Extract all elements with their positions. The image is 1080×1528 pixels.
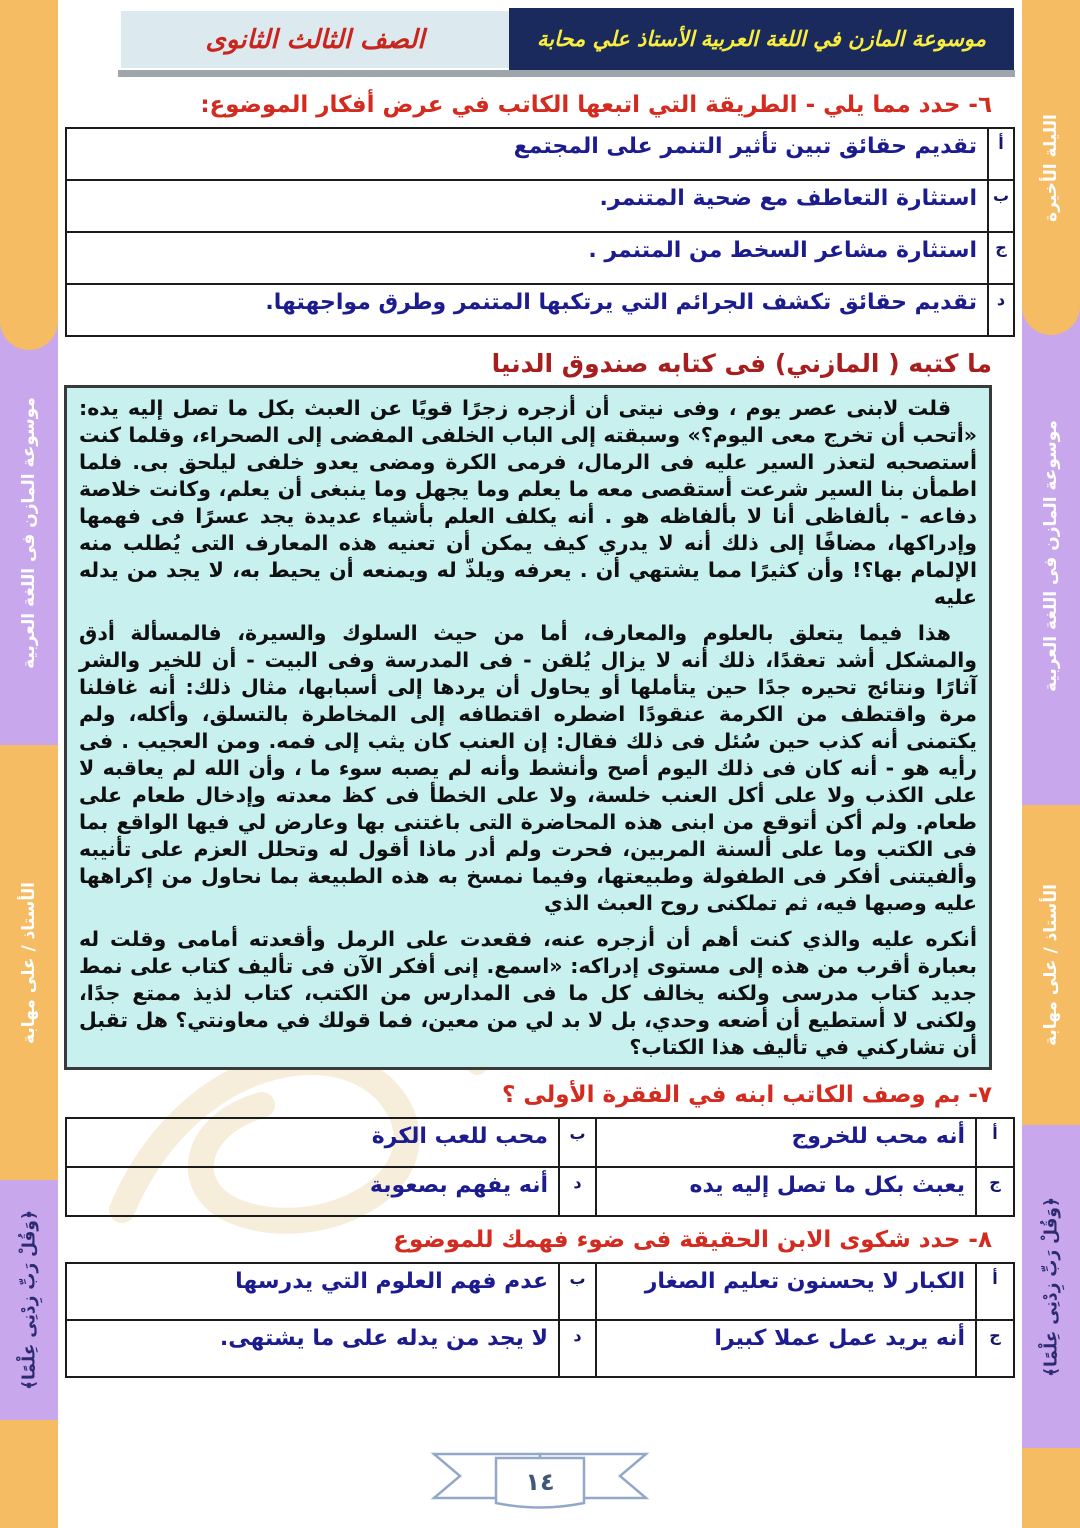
q7-option-d-letter: د <box>559 1167 596 1216</box>
header-brand-title: موسوعة المازن في اللغة العربية <box>700 27 986 51</box>
sidebar-left-teacher-section <box>0 745 58 1180</box>
q7-option-row-1 <box>66 1118 1014 1167</box>
q7-option-d-text[interactable]: أنه يفهم بصعوبة <box>66 1167 559 1216</box>
sidebar-left-top-orange <box>0 0 58 350</box>
header <box>58 8 1022 70</box>
q6-option-c-letter: ج <box>988 232 1014 284</box>
q6-option-row-b <box>66 180 1014 232</box>
q6-option-d-text[interactable]: تقديم حقائق تكشف الجرائم التي يرتكبها المتنمر وطرق مواجهتها. <box>66 284 988 336</box>
passage-title: ما كتبه ( المازني) فى كتابه صندوق الدنيا <box>491 349 992 378</box>
header-brand-box <box>509 8 1014 70</box>
q8-option-b-letter: ب <box>559 1263 596 1320</box>
q6-option-b-text[interactable]: استثارة التعاطف مع ضحية المتنمر. <box>66 180 988 232</box>
sidebar-left-teacher-label: الأستاذ / على مهابة <box>19 881 39 1044</box>
sidebar-right-brand-section <box>1022 306 1080 805</box>
sidebar-right-teacher-label: الأستاذ / على مهابة <box>1041 884 1061 1046</box>
sidebar-left-brand-label: موسوعة المازن فى اللغة العربية <box>19 397 39 669</box>
question-7-heading: ٧- بم وصف الكاتب ابنه في الفقرة الأولى ؟ <box>501 1082 992 1108</box>
sidebar-left <box>0 0 58 1528</box>
sidebar-right-bottom-orange <box>1022 1448 1080 1528</box>
q8-option-row-1 <box>66 1263 1014 1320</box>
sidebar-right-top-label: الليلة الأخيرة <box>1041 113 1061 222</box>
q6-option-b-letter: ب <box>988 180 1014 232</box>
footer-page-ribbon <box>420 1438 660 1516</box>
sidebar-left-quote-section <box>0 1180 58 1420</box>
q6-option-a-letter: أ <box>988 128 1014 180</box>
q8-option-d-text[interactable]: لا يجد من يدله على ما يشتهى. <box>66 1320 559 1377</box>
passage-box <box>64 385 992 1070</box>
header-grade-label: الصف الثالث الثانوى <box>205 24 425 55</box>
passage-paragraph-3: أنكره عليه والذي كنت أهم أن أزجره عنه، فقعدت على الرمل وأقعدته أمامى وقلت له بعبارة أقرب من هذه إلى مستوى إدراكه: «اسمع. إنى أفكر الآن فى تأليف كتاب على نمط جديد كتاب مدرسى ولكنه يخالف كل ما فى المدارس من الكتب، كتاب لذيذ ممتع جدًا، ولكنى لا أستطيع أن أضعه وحدي، بل لا بد لي من معين، فما قولك في معاونتي؟ هل تقبل أن تشاركني في تأليف هذا الكتاب؟ <box>79 927 977 1059</box>
q6-option-a-text[interactable]: تقديم حقائق تبين تأثير التنمر على المجتمع <box>66 128 988 180</box>
q7-option-row-2 <box>66 1167 1014 1216</box>
question-6-heading: ٦- حدد مما يلي - الطريقة التي اتبعها الكاتب في عرض أفكار الموضوع: <box>200 92 992 118</box>
q7-option-a-text[interactable]: أنه محب للخروج <box>596 1118 976 1167</box>
sidebar-left-quote-label: ﴿وَقُلْ رَبِّ زِدْنِى عِلْمًا﴾ <box>19 1210 40 1390</box>
sidebar-right-top-section <box>1022 0 1080 335</box>
header-divider <box>118 70 1015 77</box>
q8-option-c-letter: ج <box>976 1320 1014 1377</box>
passage-paragraph-1: قلت لابنى عصر يوم ، وفى نيتى أن أزجره زجرًا قويًا عن العبث بكل ما تصل إليه يده: «أتحب أن تخرج معى اليوم؟» وسبقته إلى الباب الخلفى المفضى إلى الصحراء، وقلما كنت أستصحبه لتعذر السير عليه فى الرمال، فرمى الكرة ومضى يعدو خلفى ليلحق بى. فلما اطمأن بنا السير شرعت أستقصى معه ما يعلم وما يجهل وما ينبغى أن يعلم، وكانت خلاصة دفاعه - بألفاظى أنا لا بألفاظه هو . أنه يكلف العلم بأشياء عديدة يجد عسرًا فى فهمها وإدراكها، مضافًا إلى ذلك أنه لا يدري كيف يمكن أن تعنيه هذه المعارف التى يُطلب منه الإلمام بها؟! وأن كثيرًا مما يشتهي أن . يعرفه ويلذّ له ويمنعه أن يحيط به، لا يجد من يدله عليه <box>79 396 977 609</box>
q6-option-d-letter: د <box>988 284 1014 336</box>
q6-option-row-c <box>66 232 1014 284</box>
q8-option-a-letter: أ <box>976 1263 1014 1320</box>
q8-options-table <box>65 1262 1015 1378</box>
q8-option-d-letter: د <box>559 1320 596 1377</box>
q7-option-a-letter: أ <box>976 1118 1014 1167</box>
header-teacher-name: الأستاذ علي محابة <box>537 27 695 51</box>
q7-option-b-text[interactable]: محب للعب الكرة <box>66 1118 559 1167</box>
q6-option-row-a <box>66 128 1014 180</box>
q7-option-c-text[interactable]: يعبث بكل ما تصل إليه يده <box>596 1167 976 1216</box>
header-grade-badge <box>121 11 509 68</box>
sidebar-right-quote-section <box>1022 1125 1080 1448</box>
q6-option-c-text[interactable]: استثارة مشاعر السخط من المتنمر . <box>66 232 988 284</box>
ribbon-banner-icon <box>420 1438 660 1512</box>
sidebar-left-brand-section <box>0 321 58 745</box>
q6-options-table <box>65 127 1015 337</box>
page-number: ١٤ <box>525 1468 555 1496</box>
sidebar-left-bottom-orange <box>0 1420 58 1528</box>
main-content <box>58 0 1022 1528</box>
q7-option-c-letter: ج <box>976 1167 1014 1216</box>
sidebar-right-quote-label: ﴿وَقُلْ رَبِّ زِدْنِى عِلْمًا﴾ <box>1041 1196 1062 1377</box>
q7-option-b-letter: ب <box>559 1118 596 1167</box>
q8-option-c-text[interactable]: أنه يريد عمل عملا كبيرا <box>596 1320 976 1377</box>
q6-option-row-d <box>66 284 1014 336</box>
passage-paragraph-2: هذا فيما يتعلق بالعلوم والمعارف، أما من حيث السلوك والسيرة، فالمسألة أدق والمشكل أشد تعقدًا، ذلك أنه لا يزال يُلقن - فى المدرسة وفى البيت - أن للخير والشر آثارًا ونتائج تحيره جدًا حين يتأملها أو يحاول أن يردها إلى أسبابها، مثال ذلك: أنه غافلنا مرة واقتطف من الكرمة عنقودًا اضطره اقتطافه إلى المخاطرة بالتسلق، وأكله، ولم يكتمنى أنه كذب حين سُئل فى ذلك فقال: إن العنب كان يثب إلى فمه. ومن العجيب . فى رأيه هو - أنه كان فى ذلك اليوم أصح وأنشط وأنه لم يصبه سوء ما ، وأن الله لم يعاقبه لا على الكذب ولا على أكل العنب خلسة، ولا على الخطأ فى كظ معدته وإدخال طعام على طعام. ولم أكن أتوقع من ابنى هذه المحاضرة التى باغتنى بها وعارض لي فيها الواقع بما فى الكتب وما على ألسنة المربين، فحرت ولم أدر ماذا أقول له وتحلل العزم على تأنيبه وألفيتنى أفكر فى الطفولة وطبيعتها، وفيما نمسخ به هذه الطبيعة بما نحاول من إكراهها عليه وصبها فيه، ثم تملكنى روح العبث الذي <box>79 621 977 915</box>
q8-option-row-2 <box>66 1320 1014 1377</box>
q8-option-a-text[interactable]: الكبار لا يحسنون تعليم الصغار <box>596 1263 976 1320</box>
q7-options-table <box>65 1117 1015 1217</box>
q8-option-b-text[interactable]: عدم فهم العلوم التي يدرسها <box>66 1263 559 1320</box>
sidebar-right-teacher-section <box>1022 805 1080 1125</box>
sidebar-right <box>1022 0 1080 1528</box>
question-8-heading: ٨- حدد شكوى الابن الحقيقة فى ضوء فهمك للموضوع <box>393 1227 992 1253</box>
sidebar-right-brand-label: موسوعة المازن فى اللغة العربية <box>1041 419 1061 692</box>
